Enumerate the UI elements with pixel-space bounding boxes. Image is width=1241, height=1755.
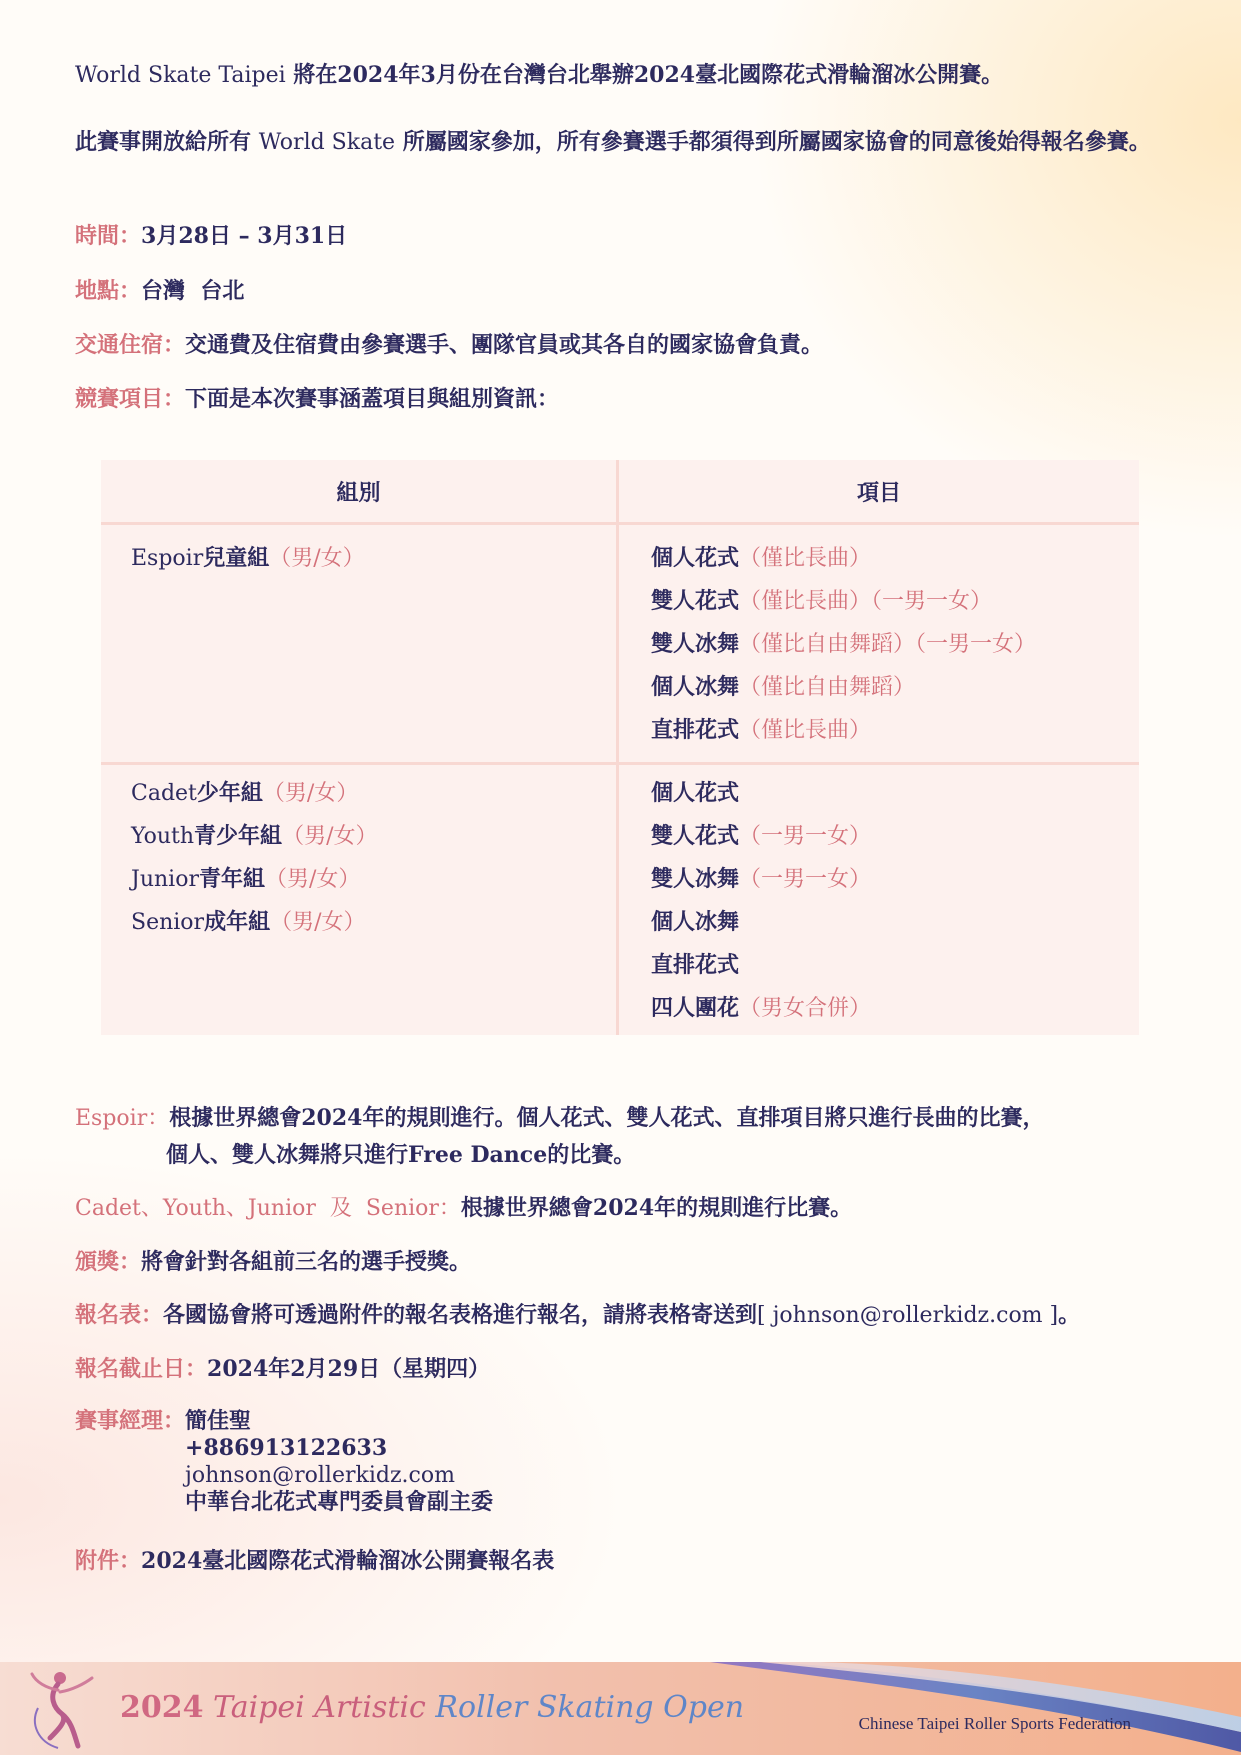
event-item: 個人花式 bbox=[651, 780, 740, 806]
transport-row bbox=[75, 330, 823, 360]
table-header-event: 項目 bbox=[856, 480, 901, 506]
event-item: 個人花式（僅比長曲） bbox=[651, 545, 872, 571]
row1-groups bbox=[131, 537, 365, 580]
group-item: Espoir兒童組（男/女） bbox=[131, 545, 365, 571]
manager-title: 中華台北花式專門委員會副主委 bbox=[185, 1489, 494, 1515]
award-row: 頒獎：將會針對各組前三名的選手授獎。 bbox=[75, 1249, 472, 1275]
manager-name: 簡佳聖 bbox=[185, 1408, 252, 1434]
espoir-note: Espoir：根據世界總會2024年的規則進行。個人花式、雙人花式、直排項目將只進行長曲的比賽， 個人、雙人冰舞將只進行Free Dance的比賽。 bbox=[75, 1105, 1045, 1168]
event-item: 直排花式（僅比長曲） bbox=[651, 717, 872, 743]
deadline-row: 報名截止日：2024年2月29日（星期四） bbox=[75, 1356, 491, 1382]
intro-line-2: 此賽事開放給所有 World Skate 所屬國家參加，所有參賽選手都須得到所屬國家協會的同意後始得報名參賽。 bbox=[75, 129, 1151, 155]
cadet-label: Cadet、Youth、Junior 及 Senior： bbox=[75, 1196, 461, 1221]
event-item: 雙人冰舞（僅比自由舞蹈）（一男一女） bbox=[651, 631, 1037, 657]
manager-email[interactable]: johnson@rollerkidz.com bbox=[185, 1463, 455, 1488]
time-label: 時間： bbox=[75, 223, 142, 249]
event-item: 個人冰舞 bbox=[651, 909, 740, 935]
place-label: 地點： bbox=[75, 278, 142, 304]
group-item: Senior成年組（男/女） bbox=[131, 909, 366, 935]
group-item: Cadet少年組（男/女） bbox=[131, 780, 359, 806]
events-row bbox=[75, 384, 559, 414]
footer-banner bbox=[0, 1662, 1241, 1755]
manager-phone: +886913122633 bbox=[185, 1435, 388, 1461]
row2-groups bbox=[131, 772, 377, 944]
time-row bbox=[75, 221, 347, 251]
footer-event-title: 2024 Taipei Artistic Roller Skating Open bbox=[120, 1690, 745, 1725]
manager-contact bbox=[185, 1408, 493, 1516]
place-row bbox=[75, 276, 244, 306]
events-value: 下面是本次賽事涵蓋項目與組別資訊： bbox=[185, 386, 560, 412]
event-item: 雙人冰舞（一男一女） bbox=[651, 866, 872, 892]
transport-label: 交通住宿： bbox=[75, 332, 186, 358]
row2-events bbox=[651, 772, 871, 1030]
attachment-row: 附件：2024臺北國際花式滑輪溜冰公開賽報名表 bbox=[75, 1548, 555, 1574]
time-value: 3月28日 – 3月31日 bbox=[141, 223, 348, 249]
place-value: 台灣 台北 bbox=[141, 278, 245, 304]
group-item: Junior青年組（男/女） bbox=[131, 866, 361, 892]
event-item: 直排花式 bbox=[651, 952, 740, 978]
events-label: 競賽項目： bbox=[75, 386, 186, 412]
event-item: 四人團花（男女合併） bbox=[651, 995, 872, 1021]
event-item: 個人冰舞（僅比自由舞蹈） bbox=[651, 674, 916, 700]
table-header-divider bbox=[101, 522, 1139, 525]
federation-name: Chinese Taipei Roller Sports Federation bbox=[858, 1714, 1131, 1733]
manager-row: 賽事經理： 簡佳聖 +886913122633 johnson@rollerkidz.com 中華台北花式專門委員會副主委 bbox=[75, 1408, 494, 1515]
row1-events bbox=[651, 537, 1036, 752]
table-header-group: 組別 bbox=[336, 480, 381, 506]
event-item: 雙人花式（一男一女） bbox=[651, 823, 872, 849]
table-column-divider bbox=[616, 460, 619, 1035]
intro-org: World Skate Taipei bbox=[75, 63, 286, 88]
footer-year: 2024 bbox=[120, 1690, 204, 1725]
skater-logo-icon bbox=[28, 1668, 98, 1754]
table-row-divider bbox=[101, 762, 1139, 765]
events-table bbox=[101, 460, 1139, 1035]
cadet-note: Cadet、Youth、Junior 及 Senior：根據世界總會2024年的規則進行比賽。 bbox=[75, 1195, 853, 1221]
form-email-link[interactable]: [ johnson@rollerkidz.com ] bbox=[757, 1303, 1059, 1328]
event-item: 雙人花式（僅比長曲）（一男一女） bbox=[651, 588, 993, 614]
intro-announcement: 將在2024年3月份在台灣台北舉辦2024臺北國際花式滑輪溜冰公開賽。 bbox=[293, 62, 1004, 88]
transport-value: 交通費及住宿費由參賽選手、團隊官員或其各自的國家協會負責。 bbox=[185, 332, 824, 358]
group-item: Youth青少年組（男/女） bbox=[131, 823, 378, 849]
espoir-label: Espoir： bbox=[75, 1106, 170, 1131]
form-row: 報名表：各國協會將可透過附件的報名表格進行報名，請將表格寄送到[ johnson@rollerkidz.com ]。 bbox=[75, 1302, 1081, 1328]
intro-line-1 bbox=[75, 60, 1003, 91]
attachment-link[interactable]: 2024臺北國際花式滑輪溜冰公開賽報名表 bbox=[141, 1548, 555, 1574]
